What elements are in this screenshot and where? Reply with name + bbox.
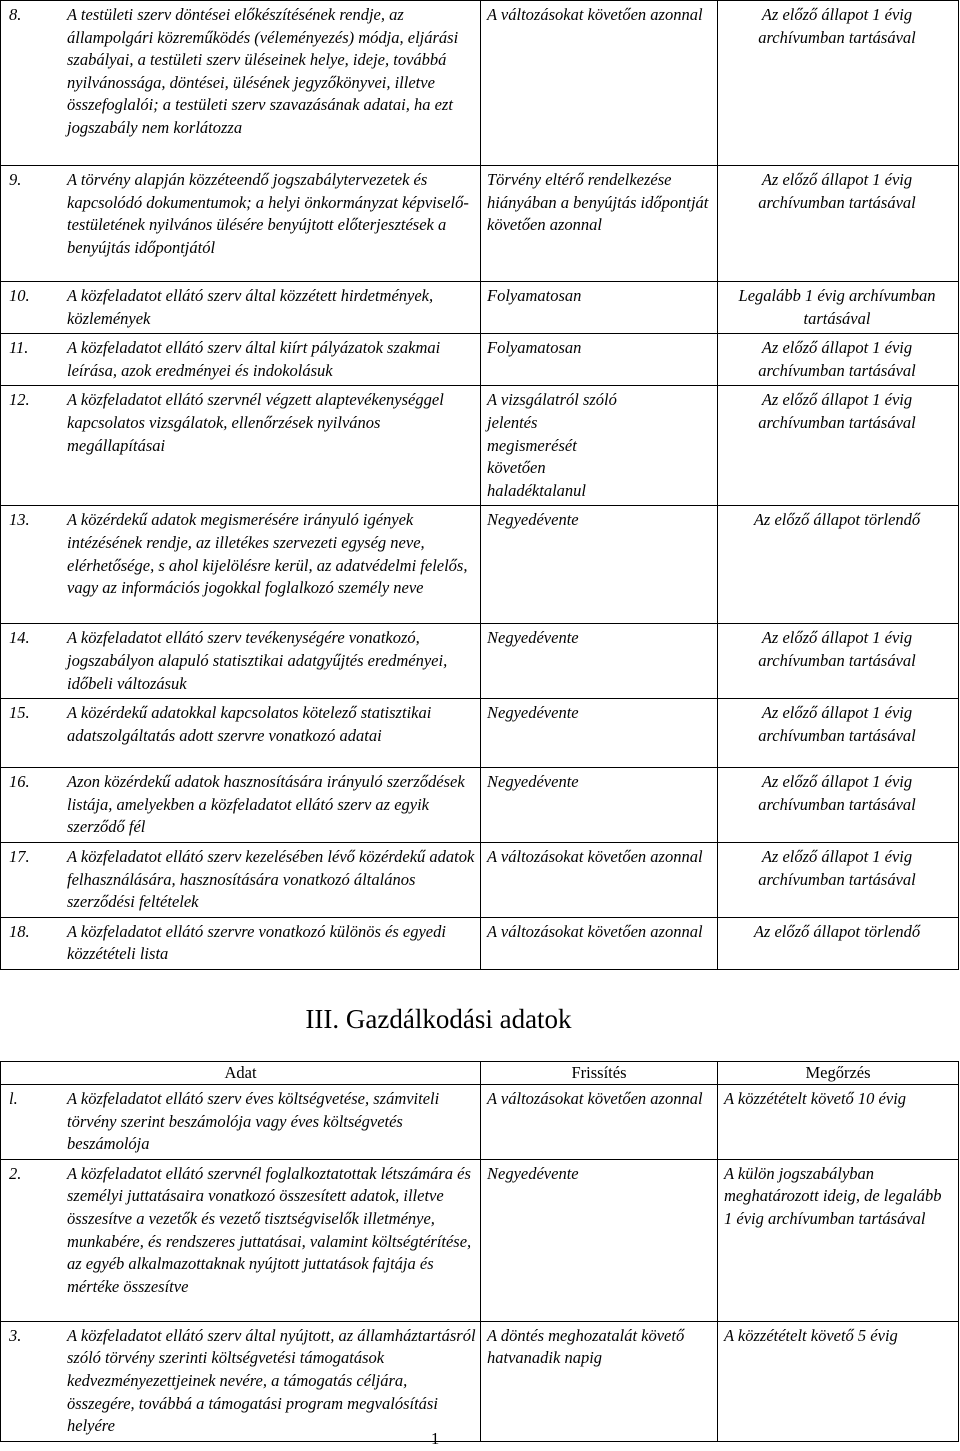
retention-text: Az előző állapot törlendő: [753, 510, 921, 530]
update-cell: [481, 386, 718, 506]
data-cell: [1, 842, 481, 917]
retention-cell: [718, 386, 959, 506]
retention-cell: [718, 1085, 959, 1160]
retention-cell: [718, 842, 959, 917]
table-body: [1, 1085, 959, 1442]
row-description: A közérdekű adatok megismerésére irányuló igények intézésének rendje, az illetékes szervezeti egység neve, elérhetősége, s ahol kijelölésre kerül, az adatvédelmi felelős, vagy az információs jogokkal foglalkozó személy neve: [67, 510, 468, 598]
retention-cell: [718, 334, 959, 386]
row-number: 17.: [9, 846, 30, 866]
update-cell: [481, 624, 718, 699]
retention-text: Az előző állapot 1 évig archívumban tartásával: [758, 338, 916, 380]
retention-cell: [718, 506, 959, 624]
retention-cell: [718, 1159, 959, 1321]
update-text: Törvény eltérő rendelkezése hiányában a benyújtás időpontját követően azonnal: [487, 170, 709, 235]
table-row: [1, 1, 959, 166]
table-row: [1, 917, 959, 969]
table-row: [1, 166, 959, 282]
update-cell: [481, 1085, 718, 1160]
row-description: A közfeladatot ellátó szerv által kiírt pályázatok szakmai leírása, azok eredményei és indokolásuk: [67, 338, 441, 380]
row-description: Azon közérdekű adatok hasznosítására irányuló szerződések listája, amelyekben a közfeladatot ellátó szerv az egyik szerződő fél: [67, 772, 465, 837]
retention-text: Az előző állapot 1 évig archívumban tartásával: [758, 772, 916, 814]
retention-text: Az előző állapot 1 évig archívumban tartásával: [758, 846, 916, 889]
table-body: [1, 1, 959, 970]
table-row: [1, 386, 959, 506]
retention-cell: [718, 1321, 959, 1441]
table-row: [1, 699, 959, 768]
retention-cell: [718, 1, 959, 166]
table-row: [1, 1159, 959, 1321]
row-number: 3.: [9, 1325, 22, 1345]
row-number: l.: [9, 1089, 18, 1108]
update-text: Folyamatosan: [487, 286, 582, 305]
retention-cell: [718, 282, 959, 334]
retention-text: Az előző állapot 1 évig archívumban tartásával: [758, 703, 916, 745]
data-cell: [1, 166, 481, 282]
update-cell: [481, 768, 718, 843]
row-number: 10.: [9, 286, 30, 305]
table-row: [1, 334, 959, 386]
column-header-data: Adat: [1, 1062, 481, 1085]
data-cell: [1, 386, 481, 506]
row-description: A közfeladatot ellátó szerv éves költségvetése, számviteli törvény szerint beszámolója vagy éves költségvetés beszámolója: [67, 1089, 440, 1154]
table-row: [1, 768, 959, 843]
row-description: A közfeladatot ellátó szerv által nyújtott, az államháztartásról szóló törvény szerinti költségvetési támogatások kedvezményezettjeinek nevére, a támogatás céljára, összegére, továbbá a támogatási program megvalósítási helyére: [67, 1325, 476, 1436]
update-cell: [481, 1159, 718, 1321]
table-row: [1, 624, 959, 699]
update-cell: [481, 166, 718, 282]
row-number: 13.: [9, 510, 30, 530]
table-row: [1, 506, 959, 624]
row-number: 16.: [9, 772, 30, 792]
data-cell: [1, 334, 481, 386]
data-cell: [1, 917, 481, 969]
retention-cell: [718, 699, 959, 768]
update-text: Folyamatosan: [487, 338, 582, 358]
update-text: Negyedévente: [487, 1163, 579, 1183]
column-header-retention: Megőrzés: [718, 1062, 959, 1085]
table-row: [1, 842, 959, 917]
update-text: A döntés meghozatalát követő hatvanadik napig: [487, 1325, 685, 1368]
retention-text: A közzétételt követő 5 évig: [724, 1325, 898, 1345]
row-description: A közfeladatot ellátó szerv által közzétett hirdetmények, közlemények: [67, 286, 434, 328]
retention-text: Az előző állapot 1 évig archívumban tartásával: [758, 628, 916, 670]
retention-cell: [718, 624, 959, 699]
row-description: A közfeladatot ellátó szervnél foglalkoztatottak létszámára és személyi juttatásaira vonatkozó összesített adatok, illetve összesítve a vezetők és vezető tisztségviselők illetménye, munkabére, és rendszeres juttatásai, valamint költségtérítése, az egyéb alkalmazottaknak nyújtott juttatások fajtája és mértéke összesítve: [67, 1163, 472, 1296]
update-cell: [481, 334, 718, 386]
retention-text: A külön jogszabályban meghatározott ideig, de legalább 1 évig archívumban tartásával: [724, 1163, 942, 1228]
row-number: 18.: [9, 921, 30, 941]
data-cell: [1, 768, 481, 843]
row-number: 2.: [9, 1163, 22, 1183]
row-number: 8.: [9, 5, 22, 24]
row-description: A közfeladatot ellátó szervre vonatkozó különös és egyedi közzétételi lista: [67, 921, 446, 964]
update-text: A vizsgálatról szóló jelentés megismerését követően haladéktalanul: [487, 390, 617, 500]
row-description: A testületi szerv döntései előkészítésének rendje, az állampolgári közreműködés (véleményezés) módja, eljárási szabályai, a testületi szerv üléseinek helye, ideje, továbbá nyilvánossága, döntései, ülésének jegyzőkönyvei, illetve összefoglalói; a testületi szerv szavazásának adatai, ha ezt jogszabály nem korlátozza: [67, 5, 459, 137]
retention-text: Az előző állapot 1 évig archívumban tartásával: [758, 5, 916, 47]
row-description: A törvény alapján közzéteendő jogszabálytervezetek és kapcsolódó dokumentumok; a helyi önkormányzat képviselő-testületének nyilvános ülésére benyújtott előterjesztések a benyújtás időpontjától: [67, 170, 469, 257]
update-text: Negyedévente: [487, 703, 579, 723]
data-cell: [1, 624, 481, 699]
update-cell: [481, 1, 718, 166]
data-cell: [1, 1159, 481, 1321]
data-cell: [1, 699, 481, 768]
retention-text: Az előző állapot 1 évig archívumban tartásával: [758, 170, 916, 212]
row-description: A közfeladatot ellátó szervnél végzett alaptevékenységgel kapcsolatos vizsgálatok, ellenőrzések nyilvános megállapításai: [67, 390, 444, 455]
update-cell: [481, 1321, 718, 1441]
row-number: 14.: [9, 628, 30, 648]
row-number: 15.: [9, 703, 30, 723]
row-description: A közfeladatot ellátó szerv tevékenységére vonatkozó, jogszabályon alapuló statisztikai adatgyűjtés eredményei, időbeli változásuk: [67, 628, 448, 693]
data-cell: [1, 282, 481, 334]
retention-text: Legalább 1 évig archívumban tartásával: [738, 286, 936, 328]
row-number: 11.: [9, 338, 29, 358]
update-text: A változásokat követően azonnal: [487, 1089, 703, 1108]
update-cell: [481, 699, 718, 768]
update-cell: [481, 282, 718, 334]
retention-cell: [718, 917, 959, 969]
section-title: III. Gazdálkodási adatok: [305, 1004, 572, 1034]
update-text: A változásokat követően azonnal: [487, 921, 703, 941]
retention-cell: [718, 166, 959, 282]
data-cell: [1, 506, 481, 624]
update-cell: [481, 917, 718, 969]
row-number: 12.: [9, 390, 30, 410]
retention-text: Az előző állapot 1 évig archívumban tartásával: [758, 390, 916, 432]
row-number: 9.: [9, 170, 22, 189]
retention-cell: [718, 768, 959, 843]
update-text: Negyedévente: [487, 772, 579, 792]
row-description: A közfeladatot ellátó szerv kezelésében lévő közérdekű adatok felhasználására, hasznosítására vonatkozó általános szerződési feltételek: [67, 846, 475, 912]
data-cell: [1, 1, 481, 166]
table-header: [1, 1062, 959, 1085]
update-text: A változásokat követően azonnal: [487, 846, 703, 866]
table-row: [1, 282, 959, 334]
table-row: [1, 1085, 959, 1160]
financial-data-table: [0, 1061, 959, 1442]
retention-text: Az előző állapot törlendő: [753, 921, 921, 941]
retention-text: A közzétételt követő 10 évig: [724, 1089, 907, 1108]
data-cell: [1, 1085, 481, 1160]
data-cell: [1, 1321, 481, 1441]
update-text: Negyedévente: [487, 510, 579, 530]
page-number: 1: [431, 1429, 440, 1448]
update-cell: [481, 506, 718, 624]
update-text: Negyedévente: [487, 628, 579, 648]
table-row: [1, 1321, 959, 1441]
update-cell: [481, 842, 718, 917]
update-text: A változásokat követően azonnal: [487, 5, 703, 24]
column-header-update: Frissítés: [481, 1062, 718, 1085]
row-description: A közérdekű adatokkal kapcsolatos kötelező statisztikai adatszolgáltatás adott szervre vonatkozó adatai: [67, 703, 432, 745]
header-row: [1, 1062, 959, 1085]
